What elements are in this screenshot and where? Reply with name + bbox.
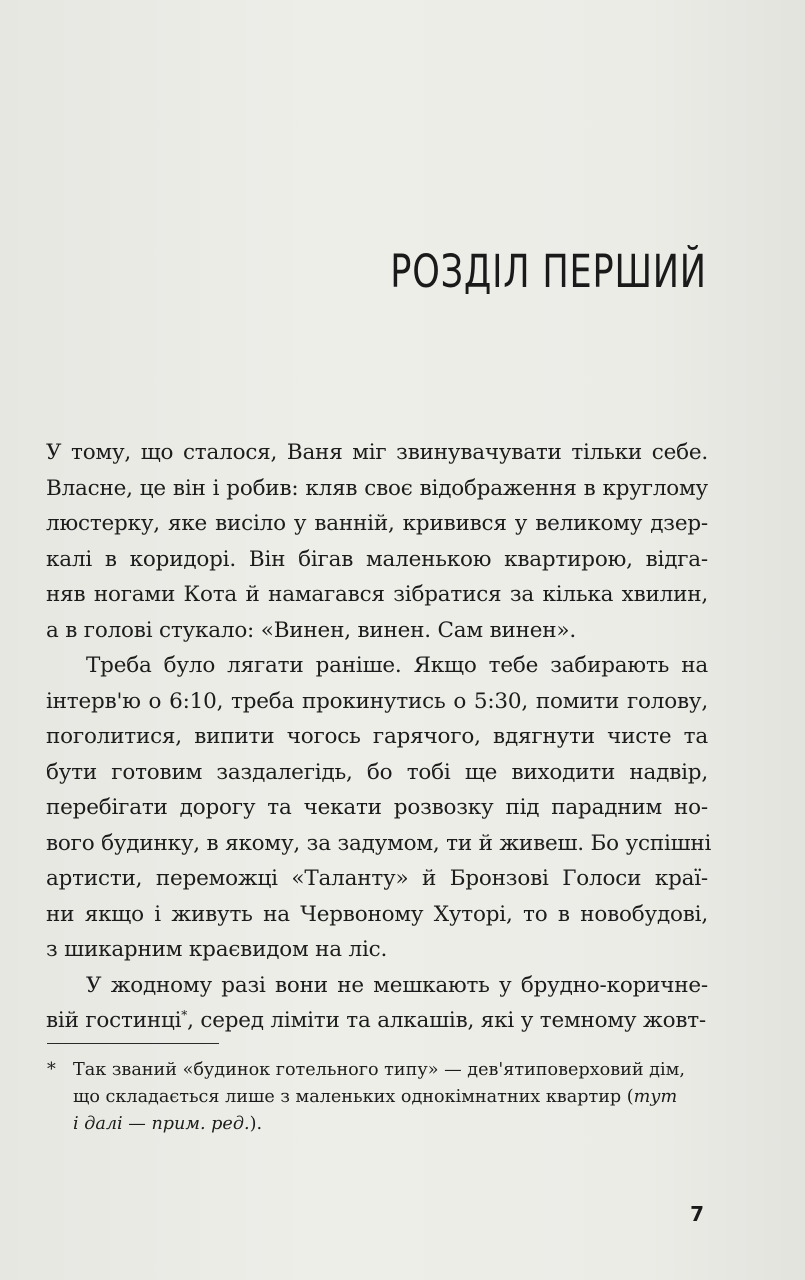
text-line: Треба було лягати раніше. Якщо тебе забирають на <box>86 653 708 678</box>
page-number: 7 <box>690 1202 704 1226</box>
footnote-italic: тут <box>633 1087 678 1107</box>
text-line: перебігати дорогу та чекати розвозку під парадним но- <box>46 795 708 820</box>
text-line <box>46 1003 708 1039</box>
chapter-title: РОЗДІЛ ПЕРШИЙ <box>390 245 707 298</box>
footnote-text: Так званий «будинок готельного типу» — дев'ятиповерховий дім, <box>73 1060 685 1080</box>
text-line: вого будинку, в якому, за задумом, ти й живеш. Бо успішні <box>46 830 712 856</box>
footnote-divider <box>47 1043 219 1044</box>
text-line: інтерв'ю о 6:10, треба прокинутись о 5:30, помити голову, <box>46 688 708 714</box>
footnote-line <box>47 1057 708 1084</box>
text-fragment: вій гостинці <box>46 1008 182 1033</box>
text-line: артисти, переможці «Таланту» й Бронзові Голоси краї- <box>46 866 708 891</box>
text-line: люстерку, яке висіло у ванній, кривився у великому дзер- <box>46 511 708 536</box>
text-line: а в голові стукало: «Винен, винен. Сам винен». <box>46 617 576 643</box>
text-line: бути готовим заздалегідь, бо тобі ще виходити надвір, <box>46 759 708 785</box>
footnote-text: ). <box>249 1114 263 1134</box>
footnote-italic: і далі — прим. ред. <box>73 1114 250 1134</box>
text-fragment: , серед ліміти та алкашів, які у темному жовт- <box>187 1008 706 1033</box>
footnote-reference[interactable]: * <box>181 1007 188 1022</box>
footnote-marker: * <box>47 1060 56 1080</box>
body-text <box>46 435 712 1039</box>
text-line: У тому, що сталося, Ваня міг звинувачувати тільки себе. <box>46 440 708 465</box>
text-line: Власне, це він і робив: кляв своє відображення в круглому <box>46 475 708 501</box>
text-line: з шикарним краєвидом на ліс. <box>46 937 388 962</box>
text-line: ни якщо і живуть на Червоному Хуторі, то в новобудові, <box>46 901 708 927</box>
text-line: У жодному разі вони не мешкають у брудно-коричне- <box>86 972 708 998</box>
footnote <box>47 1057 708 1138</box>
text-line: няв ногами Кота й намагався зібратися за кілька хвилин, <box>46 582 708 607</box>
footnote-text: що складається лише з маленьких однокімнатних квартир ( <box>73 1087 634 1107</box>
text-line: поголитися, випити чогось гарячого, вдягнути чисте та <box>46 724 708 749</box>
footnote-line <box>47 1084 708 1111</box>
footnote-line <box>47 1111 708 1138</box>
text-line: калі в коридорі. Він бігав маленькою квартирою, відга- <box>46 546 708 572</box>
